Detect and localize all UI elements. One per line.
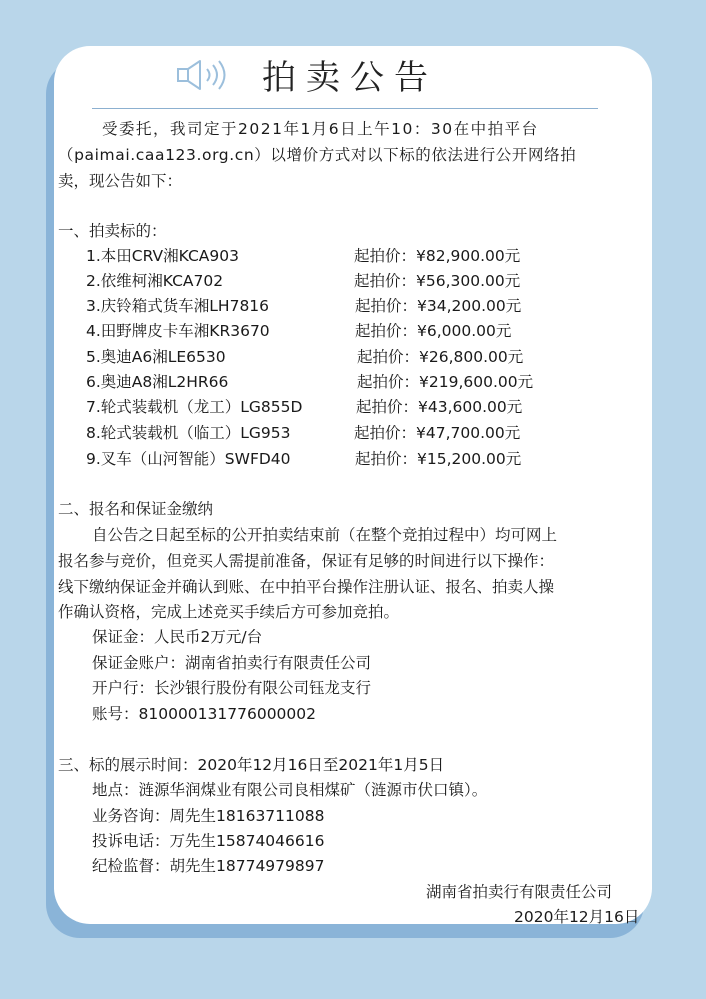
section1-heading: 一、拍卖标的： <box>58 222 167 240</box>
contact-consult: 业务咨询：周先生18163711088 <box>92 807 325 825</box>
lot-name: 1.本田CRV湘KCA903 <box>86 247 239 265</box>
price-label: 起拍价： <box>354 272 417 290</box>
price-label: 起拍价： <box>356 398 419 416</box>
speaker-icon <box>176 58 232 92</box>
lot-name: 3.庆铃箱式货车湘LH7816 <box>86 297 270 315</box>
deposit-account-number: 账号：810000131776000002 <box>92 705 317 723</box>
lot-name: 7.轮式装载机（龙工）LG855D <box>86 398 303 416</box>
lot-name: 4.田野牌皮卡车湘KR3670 <box>86 322 270 340</box>
lot-price <box>355 446 521 472</box>
deposit-account-name: 保证金账户：湖南省拍卖行有限责任公司 <box>92 654 372 672</box>
display-location: 地点：涟源华润煤业有限公司良相煤矿（涟源市伏口镇）。 <box>92 781 488 799</box>
section2-paragraph-line: 自公告之日起至标的公开拍卖结束前（在整个竞拍过程中）均可网上 <box>92 526 558 544</box>
price-label: 起拍价： <box>355 450 418 468</box>
price-value: ¥47,700.00元 <box>416 424 521 442</box>
price-label: 起拍价： <box>357 348 420 366</box>
intro-line-2: （paimai.caa123.org.cn）以增价方式对以下标的依法进行公开网络拍 <box>58 146 577 164</box>
lot-price <box>355 293 521 319</box>
lot-name: 6.奥迪A8湘L2HR66 <box>86 373 229 391</box>
price-value: ¥43,600.00元 <box>418 398 523 416</box>
title-divider <box>92 108 598 109</box>
price-label: 起拍价： <box>355 297 418 315</box>
lot-name: 9.叉车（山河智能）SWFD40 <box>86 450 291 468</box>
lot-price <box>356 394 522 420</box>
deposit-bank: 开户行：长沙银行股份有限公司钰龙支行 <box>92 679 372 697</box>
contact-supervision: 纪检监督：胡先生18774979897 <box>92 857 325 875</box>
price-label: 起拍价： <box>354 247 417 265</box>
lot-price <box>357 369 533 395</box>
footer-date: 2020年12月16日 <box>514 908 640 926</box>
section2-heading: 二、报名和保证金缴纳 <box>58 500 214 518</box>
section2-paragraph-line: 报名参与竞价，但竞买人需提前准备，保证有足够的时间进行以下操作： <box>58 552 555 570</box>
deposit-amount: 保证金：人民币2万元/台 <box>92 628 263 646</box>
price-label: 起拍价： <box>354 424 417 442</box>
price-label: 起拍价： <box>357 373 420 391</box>
section2-paragraph-line: 作确认资格，完成上述竞买手续后方可参加竞拍。 <box>58 603 400 621</box>
lot-name: 5.奥迪A6湘LE6530 <box>86 348 226 366</box>
intro-line-1: 受委托，我司定于2021年1月6日上午10：30在中拍平台 <box>102 120 539 138</box>
section3-heading: 三、标的展示时间：2020年12月16日至2021年1月5日 <box>58 756 445 774</box>
price-value: ¥6,000.00元 <box>417 322 512 340</box>
price-value: ¥219,600.00元 <box>419 373 534 391</box>
lot-price <box>357 344 523 370</box>
lot-price <box>354 268 520 294</box>
lot-price <box>355 318 511 344</box>
price-value: ¥82,900.00元 <box>416 247 521 265</box>
lot-price <box>354 243 520 269</box>
price-value: ¥34,200.00元 <box>417 297 522 315</box>
lot-name: 2.依维柯湘KCA702 <box>86 272 224 290</box>
price-value: ¥26,800.00元 <box>419 348 524 366</box>
footer-company: 湖南省拍卖行有限责任公司 <box>426 883 613 901</box>
price-value: ¥56,300.00元 <box>416 272 521 290</box>
lot-price <box>354 420 520 446</box>
section2-paragraph-line: 线下缴纳保证金并确认到账、在中拍平台操作注册认证、报名、拍卖人操 <box>58 578 555 596</box>
page-title: 拍卖公告 <box>262 58 438 98</box>
lot-name: 8.轮式装载机（临工）LG953 <box>86 424 291 442</box>
price-value: ¥15,200.00元 <box>417 450 522 468</box>
price-label: 起拍价： <box>355 322 418 340</box>
contact-complaint: 投诉电话：万先生15874046616 <box>92 832 325 850</box>
intro-line-3: 卖，现公告如下： <box>58 172 183 190</box>
